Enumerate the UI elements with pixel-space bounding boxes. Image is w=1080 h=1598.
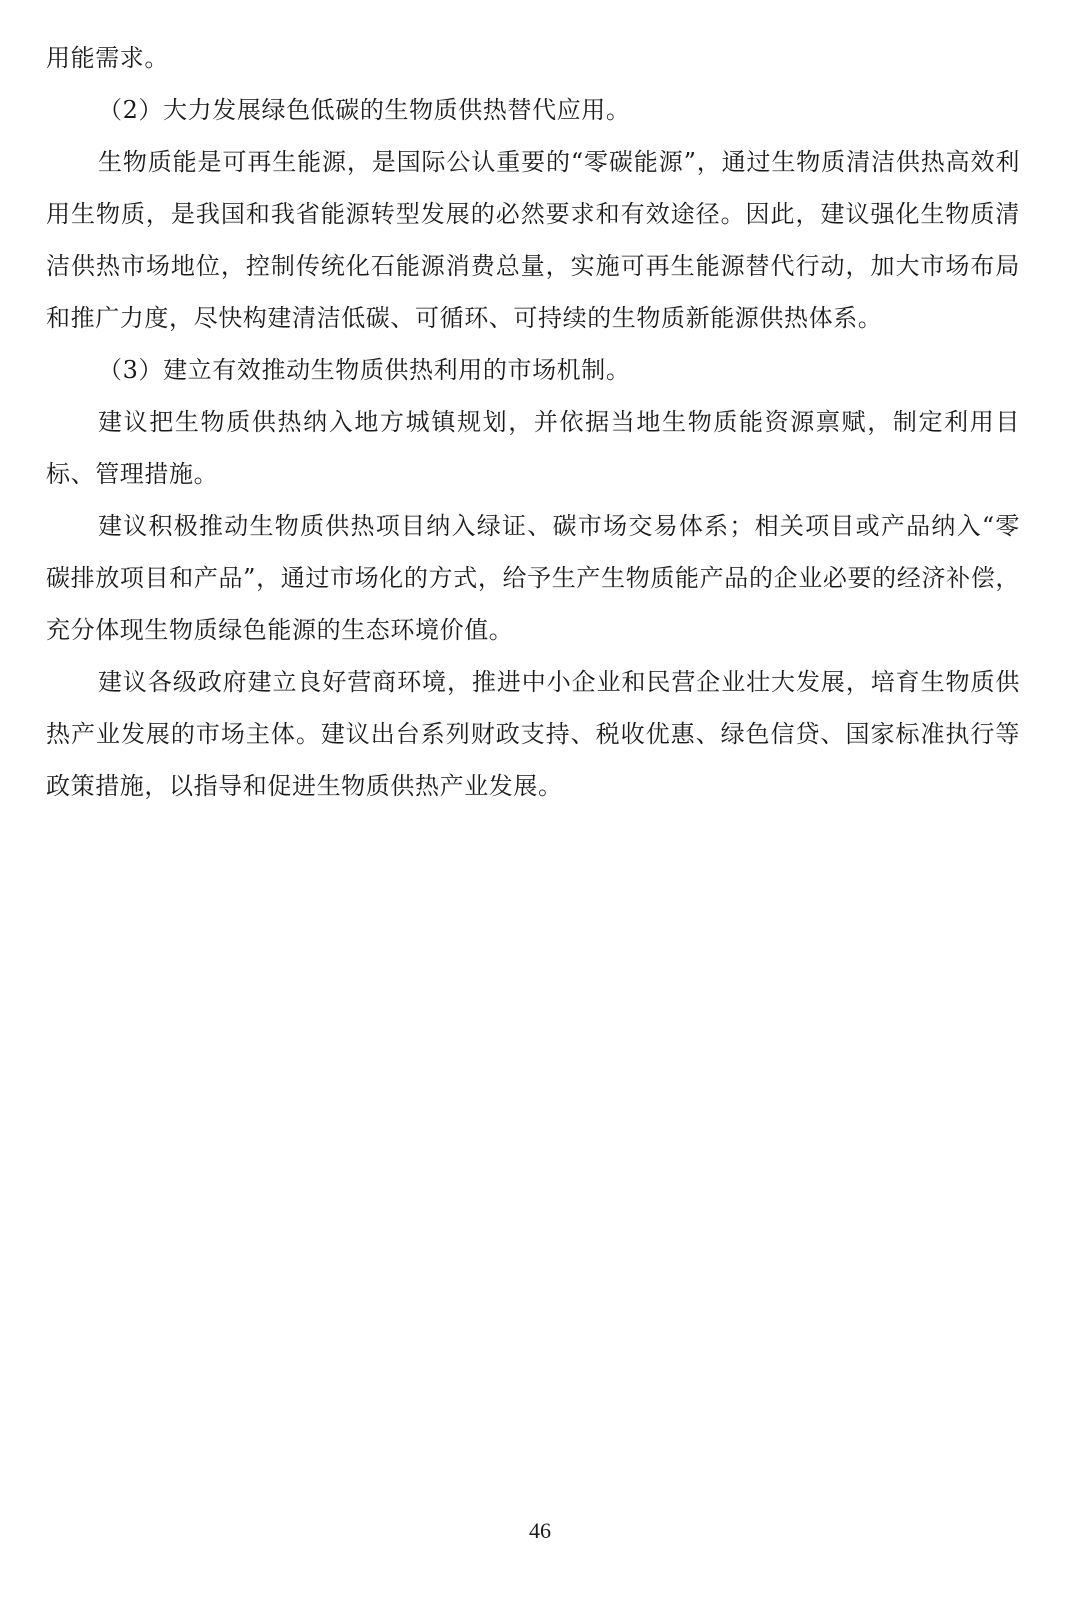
page-body [46, 32, 1020, 812]
body-paragraph-urban-planning: 建议把生物质供热纳入地方城镇规划，并依据当地生物质能资源禀赋，制定利用目标、管理措施。 [46, 408, 1020, 488]
page-number: 46 [529, 1518, 551, 1543]
continuation-text: 用能需求。 [46, 44, 169, 72]
body-paragraph-business-environment: 建议各级政府建立良好营商环境，推进中小企业和民营企业壮大发展，培育生物质供热产业发展的市场主体。建议出台系列财政支持、税收优惠、绿色信贷、国家标准执行等政策措施，以指导和促进生物质供热产业发展。 [46, 668, 1020, 800]
section-heading-3: （3）建立有效推动生物质供热利用的市场机制。 [98, 356, 631, 384]
body-paragraph-biomass-energy: 生物质能是可再生能源，是国际公认重要的“零碳能源”，通过生物质清洁供热高效利用生物质，是我国和我省能源转型发展的必然要求和有效途径。因此，建议强化生物质清洁供热市场地位，控制传统化石能源消费总量，实施可再生能源替代行动，加大市场布局和推广力度，尽快构建清洁低碳、可循环、可持续的生物质新能源供热体系。 [46, 148, 1020, 332]
body-paragraph-carbon-market: 建议积极推动生物质供热项目纳入绿证、碳市场交易体系；相关项目或产品纳入“零碳排放项目和产品”，通过市场化的方式，给予生产生物质能产品的企业必要的经济补偿，充分体现生物质绿色能源的生态环境价值。 [46, 512, 1020, 644]
section-heading-2: （2）大力发展绿色低碳的生物质供热替代应用。 [98, 96, 631, 124]
